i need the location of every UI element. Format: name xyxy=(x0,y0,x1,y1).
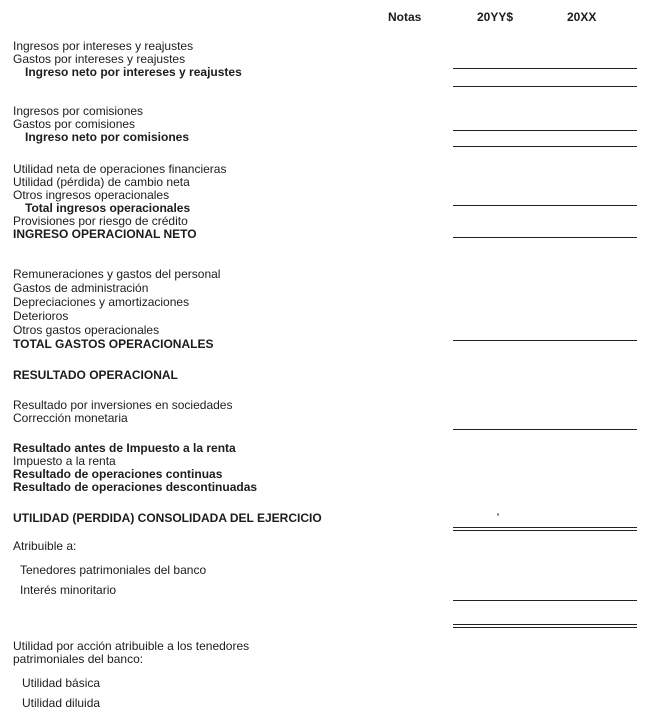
subtotal-rule-above xyxy=(453,205,637,206)
row-label: Deterioros xyxy=(13,309,69,323)
section-non-operating xyxy=(0,399,652,425)
section-eps-heading xyxy=(0,640,652,666)
row-label: Total ingresos operacionales xyxy=(25,201,191,215)
row-label: Ingreso neto por comisiones xyxy=(25,130,190,144)
row-other-operating-expenses xyxy=(0,324,652,338)
row-label: Ingresos por comisiones xyxy=(13,104,144,118)
double-total-rule-bottom xyxy=(453,624,637,628)
row-eps-heading-line2 xyxy=(0,653,652,666)
row-label: Ingreso neto por intereses y reajustes xyxy=(25,65,242,79)
section-minority-interest xyxy=(0,584,652,597)
row-label: Utilidad básica xyxy=(22,676,101,690)
row-label: Resultado de operaciones descontinuadas xyxy=(13,480,258,494)
row-label: Ingresos por intereses y reajustes xyxy=(13,39,194,53)
row-personnel-expenses xyxy=(0,268,652,282)
double-total-rule xyxy=(453,527,637,531)
row-eps-basic xyxy=(0,677,652,690)
row-discontinued-operations xyxy=(0,481,652,494)
row-label: Utilidad (pérdida) de cambio neta xyxy=(13,175,190,189)
column-header-year1: 20YY$ xyxy=(477,10,514,24)
section-results xyxy=(0,442,652,494)
section-interest xyxy=(0,40,652,79)
row-label: Interés minoritario xyxy=(20,583,117,597)
section-attributable xyxy=(0,540,652,553)
row-label: Otros gastos operacionales xyxy=(13,323,160,337)
row-label: Tenedores patrimoniales del banco xyxy=(20,563,207,577)
row-label: Resultado de operaciones continuas xyxy=(13,467,223,481)
row-administration-expenses xyxy=(0,282,652,296)
row-label: Utilidad neta de operaciones financieras xyxy=(13,162,227,176)
row-label: Resultado antes de Impuesto a la renta xyxy=(13,441,236,455)
subtotal-rule-above xyxy=(453,68,637,69)
row-minority-interest xyxy=(0,584,652,597)
row-label: Utilidad por acción atribuible a los tenedores xyxy=(13,639,250,653)
row-label: Atribuible a: xyxy=(13,539,77,553)
row-label: Corrección monetaria xyxy=(13,411,128,425)
subtotal-rule-above xyxy=(453,130,637,131)
section-operating-income xyxy=(0,163,652,241)
section-eps-basic xyxy=(0,677,652,690)
row-label: Gastos por comisiones xyxy=(13,117,136,131)
section-consolidated-profit xyxy=(0,512,652,525)
section-operating-result xyxy=(0,369,652,382)
row-consolidated-profit xyxy=(0,512,652,525)
row-label: Utilidad diluida xyxy=(22,696,101,710)
row-label: Depreciaciones y amortizaciones xyxy=(13,295,190,309)
scan-artifact-mark xyxy=(497,513,499,516)
subtotal-rule-above xyxy=(453,237,637,238)
section-operating-expenses xyxy=(0,268,652,352)
row-label: Otros ingresos operacionales xyxy=(13,188,170,202)
row-label: INGRESO OPERACIONAL NETO xyxy=(13,227,197,241)
row-monetary-correction xyxy=(0,412,652,425)
subtotal-rule-below xyxy=(453,600,637,601)
row-label: Impuesto a la renta xyxy=(13,454,116,468)
row-label: RESULTADO OPERACIONAL xyxy=(13,368,178,382)
column-header-year2: 20XX xyxy=(567,10,597,24)
subtotal-rule-below xyxy=(453,86,637,87)
row-fees-net xyxy=(0,131,652,144)
row-label: Resultado por inversiones en sociedades xyxy=(13,398,233,412)
row-label: TOTAL GASTOS OPERACIONALES xyxy=(13,337,214,351)
row-equity-holders xyxy=(0,564,652,577)
subtotal-rule-above xyxy=(453,340,637,341)
row-label: Gastos por intereses y reajustes xyxy=(13,52,186,66)
row-attributable-heading xyxy=(0,540,652,553)
subtotal-rule-below xyxy=(453,146,637,147)
subtotal-rule-below xyxy=(453,429,637,430)
row-label: Provisiones por riesgo de crédito xyxy=(13,214,188,228)
column-header-notas: Notas xyxy=(388,10,422,24)
row-operating-result xyxy=(0,369,652,382)
section-fees xyxy=(0,105,652,144)
row-impairment xyxy=(0,310,652,324)
row-label: UTILIDAD (PERDIDA) CONSOLIDADA DEL EJERCICIO xyxy=(13,511,322,525)
row-net-operating-income xyxy=(0,228,652,241)
section-equity-holders xyxy=(0,564,652,577)
row-label: patrimoniales del banco: xyxy=(13,652,144,666)
row-depreciation xyxy=(0,296,652,310)
row-interest-net xyxy=(0,66,652,79)
section-eps-diluted xyxy=(0,697,652,710)
row-label: Gastos de administración xyxy=(13,281,149,295)
row-total-operating-expenses xyxy=(0,338,652,352)
row-label: Remuneraciones y gastos del personal xyxy=(13,267,221,281)
row-eps-diluted xyxy=(0,697,652,710)
